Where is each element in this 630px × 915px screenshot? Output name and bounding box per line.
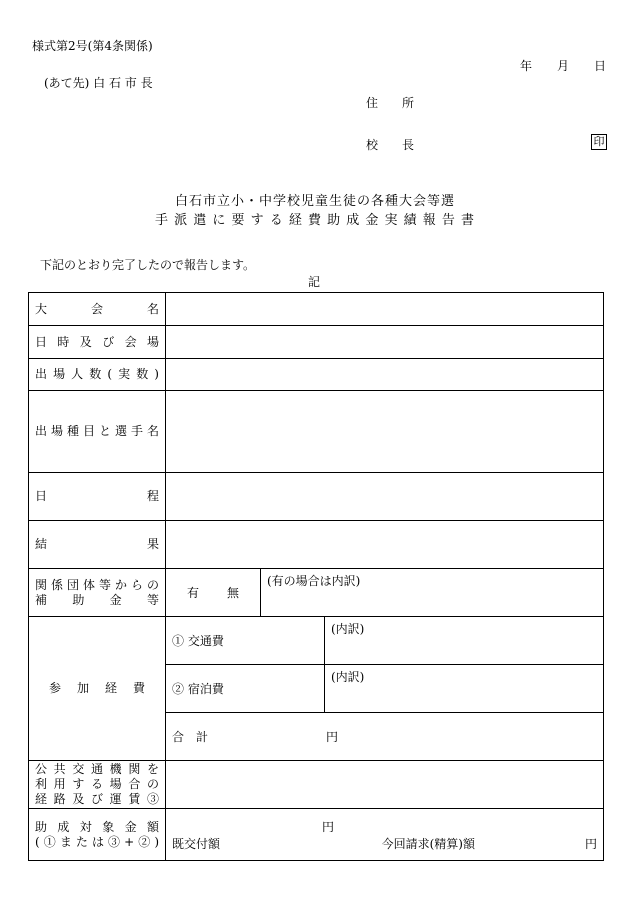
date-day: 日 <box>594 59 607 73</box>
label-public-transport <box>29 761 166 809</box>
row-public-transport <box>29 761 604 809</box>
row-tournament-name <box>29 293 604 326</box>
subsidy-yes-no[interactable] <box>166 569 261 617</box>
title-line-1: 白石市立小・中学校児童生徒の各種大会等選 <box>174 194 455 209</box>
subsidy-note-label: (有の場合は内訳) <box>267 574 361 588</box>
label-subsidy <box>29 569 166 617</box>
transport-breakdown[interactable] <box>325 617 604 665</box>
field-participants[interactable] <box>166 359 604 391</box>
label-public-transport-2: 利用する場合の <box>35 777 159 791</box>
already-paid-label: 既交付額 <box>172 836 221 851</box>
row-result <box>29 521 604 569</box>
total-label: 合 計 <box>172 730 209 744</box>
label-subsidy-line-2: 補 助 金 等 <box>35 592 159 607</box>
field-events-players[interactable] <box>166 391 604 473</box>
label-public-transport-1: 公共交通機関を <box>35 762 159 776</box>
label-date-venue: 日時及び会場 <box>29 326 166 359</box>
field-public-transport[interactable] <box>166 761 604 809</box>
label-tournament-name: 大 会 名 <box>29 293 166 326</box>
row-subsidy <box>29 569 604 617</box>
subsidy-yes[interactable]: 有 <box>186 586 199 600</box>
field-eligible[interactable] <box>166 809 604 861</box>
label-eligible-2: (①または③+②) <box>35 834 159 849</box>
eligible-yen-2: 円 <box>584 836 597 851</box>
field-tournament-name[interactable] <box>166 293 604 326</box>
principal-label: 校 長 <box>366 138 415 152</box>
lodging-label: ② 宿泊費 <box>172 682 224 696</box>
field-result[interactable] <box>166 521 604 569</box>
label-eligible <box>29 809 166 861</box>
date-month: 月 <box>557 59 570 73</box>
transport-label: ① 交通費 <box>172 634 224 648</box>
label-result: 結 果 <box>29 521 166 569</box>
label-participants: 出場人数(実数) <box>29 359 166 391</box>
label-schedule: 日 程 <box>29 473 166 521</box>
transport-breakdown-label: (内訳) <box>331 622 365 636</box>
row-participants <box>29 359 604 391</box>
field-schedule[interactable] <box>166 473 604 521</box>
subsidy-no[interactable]: 無 <box>227 586 240 600</box>
row-events-players <box>29 391 604 473</box>
field-transport[interactable] <box>166 617 325 665</box>
title-line-2: 手 派 遣 に 要 す る 経 費 助 成 金 実 績 報 告 書 <box>154 213 476 228</box>
label-subsidy-line-1: 関係団体等からの <box>35 577 159 592</box>
current-request-label: 今回請求(精算)額 <box>381 836 475 851</box>
report-table <box>28 292 604 861</box>
lodging-breakdown-label: (内訳) <box>331 670 365 684</box>
row-eligible <box>29 809 604 861</box>
field-total[interactable] <box>166 713 604 761</box>
row-transport <box>29 617 604 665</box>
lodging-breakdown[interactable] <box>325 665 604 713</box>
total-yen: 円 <box>326 730 339 744</box>
label-expenses: 参 加 経 費 <box>29 617 166 761</box>
eligible-yen-1: 円 <box>322 819 335 834</box>
address-label: 住 所 <box>366 96 415 110</box>
addressee: (あて先) 白 石 市 長 <box>44 76 153 90</box>
date-year: 年 <box>520 59 533 73</box>
row-schedule <box>29 473 604 521</box>
seal-mark: 印 <box>591 134 607 150</box>
lead-text: 下記のとおり完了したので報告します。 <box>40 258 256 272</box>
label-public-transport-3: 経路及び運賃③ <box>35 792 159 806</box>
subsidy-note[interactable] <box>261 569 604 617</box>
form-number: 様式第2号(第4条関係) <box>32 39 153 53</box>
field-date-venue[interactable] <box>166 326 604 359</box>
label-events-players: 出場種目と選手名 <box>29 391 166 473</box>
field-lodging[interactable] <box>166 665 325 713</box>
label-eligible-1: 助成対象金額 <box>35 819 159 834</box>
row-date-venue <box>29 326 604 359</box>
ki-mark: 記 <box>308 275 321 289</box>
